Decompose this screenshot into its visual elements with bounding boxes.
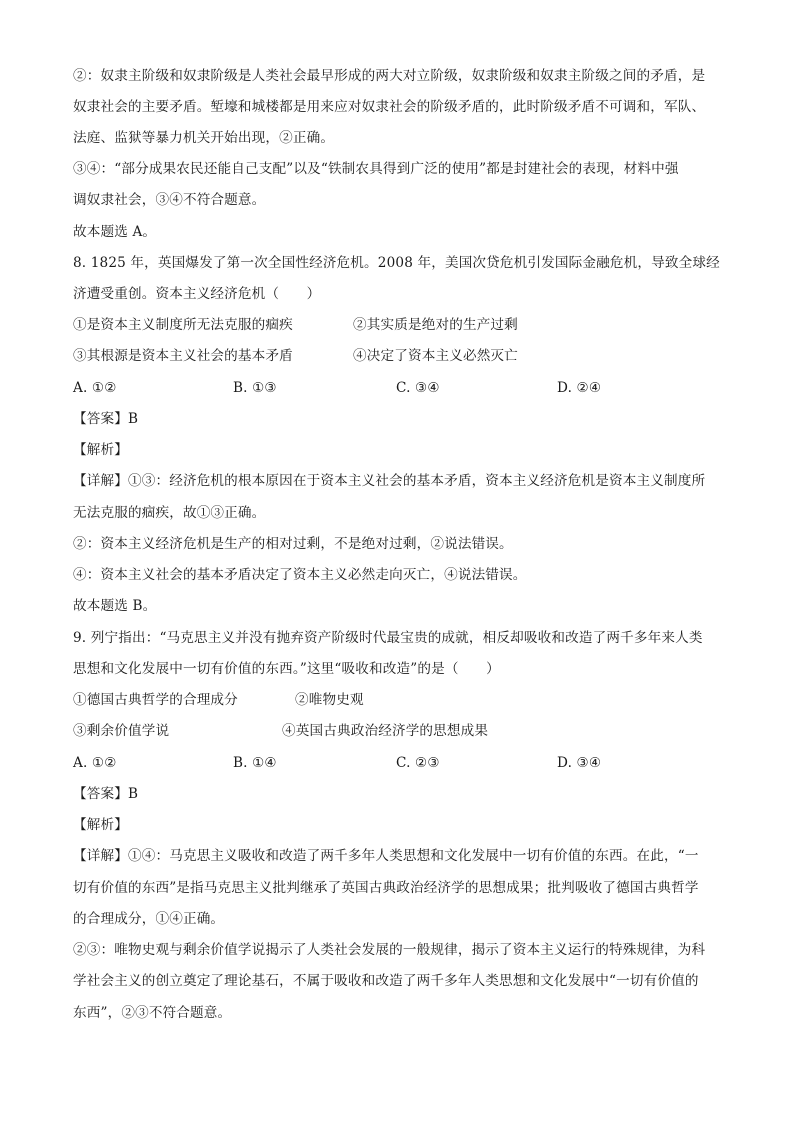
q8-answer: 【答案】B bbox=[73, 411, 139, 427]
q9-detail-line-2: 切有价值的东西”是指马克思主义批判继承了英国古典政治经济学的思想成果；批判吸收了德国古典哲学 bbox=[73, 880, 699, 896]
q8-choice-b: B. ①③ bbox=[233, 380, 277, 396]
q7-conclusion: 故本题选 A。 bbox=[73, 224, 157, 240]
q9-choice-c: C. ②③ bbox=[396, 755, 440, 771]
q7-analysis-line-4: ③④：“部分成果农民还能自己支配”以及“铁制农具得到广泛的使用”都是封建社会的表现，材料中强 bbox=[73, 161, 679, 177]
q9-stem-line-2: 思想和文化发展中一切有价值的东西。”这里“吸收和改造”的是（ ） bbox=[73, 661, 500, 677]
q8-detail-line-2: 无法克服的痼疾，故①③正确。 bbox=[73, 505, 266, 521]
q9-choice-d: D. ③④ bbox=[557, 755, 602, 771]
q9-detail-line-3: 的合理成分，①④正确。 bbox=[73, 911, 225, 927]
q8-detail-line-3: ②：资本主义经济危机是生产的相对过剩，不是绝对过剩，②说法错误。 bbox=[73, 536, 513, 552]
q7-analysis-line-3: 法庭、监狱等暴力机关开始出现，②正确。 bbox=[73, 130, 335, 146]
q9-item-3: ③剩余价值学说 bbox=[73, 723, 170, 739]
q9-item-1: ①德国古典哲学的合理成分 bbox=[73, 692, 238, 708]
q7-analysis-line-5: 调奴隶社会，③④不符合题意。 bbox=[73, 192, 266, 208]
q9-choice-b: B. ①④ bbox=[233, 755, 277, 771]
q8-detail-line-4: ④：资本主义社会的基本矛盾决定了资本主义必然走向灭亡，④说法错误。 bbox=[73, 567, 527, 583]
q7-analysis-line-2: 奴隶社会的主要矛盾。堑壕和城楼都是用来应对奴隶社会的阶级矛盾的，此时阶级矛盾不可调和，军队、 bbox=[73, 99, 706, 115]
q9-detail-line-5: 学社会主义的创立奠定了理论基石，不属于吸收和改造了两千多年人类思想和文化发展中“一切有价值的 bbox=[73, 973, 699, 989]
q8-stem-line-1: 8. 1825 年，英国爆发了第一次全国性经济危机。2008 年，美国次贷危机引发国际金融危机，导致全球经 bbox=[73, 255, 720, 271]
q9-detail-line-4: ②③：唯物史观与剩余价值学说揭示了人类社会发展的一般规律，揭示了资本主义运行的特殊规律，为科 bbox=[73, 942, 706, 958]
q9-item-4: ④英国古典政治经济学的思想成果 bbox=[282, 723, 489, 739]
q8-conclusion: 故本题选 B。 bbox=[73, 598, 157, 614]
q8-stem-line-2: 济遭受重创。资本主义经济危机（ ） bbox=[73, 286, 321, 302]
q8-item-1: ①是资本主义制度所无法克服的痼疾 bbox=[73, 317, 293, 333]
q9-answer: 【答案】B bbox=[73, 786, 139, 802]
q9-detail-line-6: 东西”，②③不符合题意。 bbox=[73, 1005, 232, 1021]
q8-choice-a: A. ①② bbox=[73, 380, 117, 396]
q9-analysis-heading: 【解析】 bbox=[73, 817, 128, 833]
q8-analysis-heading: 【解析】 bbox=[73, 442, 128, 458]
q7-analysis-line-1: ②：奴隶主阶级和奴隶阶级是人类社会最早形成的两大对立阶级，奴隶阶级和奴隶主阶级之间的矛盾，是 bbox=[73, 68, 706, 84]
q8-item-4: ④决定了资本主义必然灭亡 bbox=[353, 348, 518, 364]
q9-stem-line-1: 9. 列宁指出：“马克思主义并没有抛弃资产阶级时代最宝贵的成就，相反却吸收和改造了两千多年来人类 bbox=[73, 630, 703, 646]
q8-choice-d: D. ②④ bbox=[557, 380, 602, 396]
q9-detail-line-1: 【详解】①④：马克思主义吸收和改造了两千多年人类思想和文化发展中一切有价值的东西。在此，“一 bbox=[73, 848, 699, 864]
q9-choice-a: A. ①② bbox=[73, 755, 117, 771]
q8-item-3: ③其根源是资本主义社会的基本矛盾 bbox=[73, 348, 293, 364]
q8-choice-c: C. ③④ bbox=[396, 380, 440, 396]
q8-item-2: ②其实质是绝对的生产过剩 bbox=[353, 317, 518, 333]
q9-item-2: ②唯物史观 bbox=[295, 692, 364, 708]
q8-detail-line-1: 【详解】①③：经济危机的根本原因在于资本主义社会的基本矛盾，资本主义经济危机是资本主义制度所 bbox=[73, 473, 706, 489]
